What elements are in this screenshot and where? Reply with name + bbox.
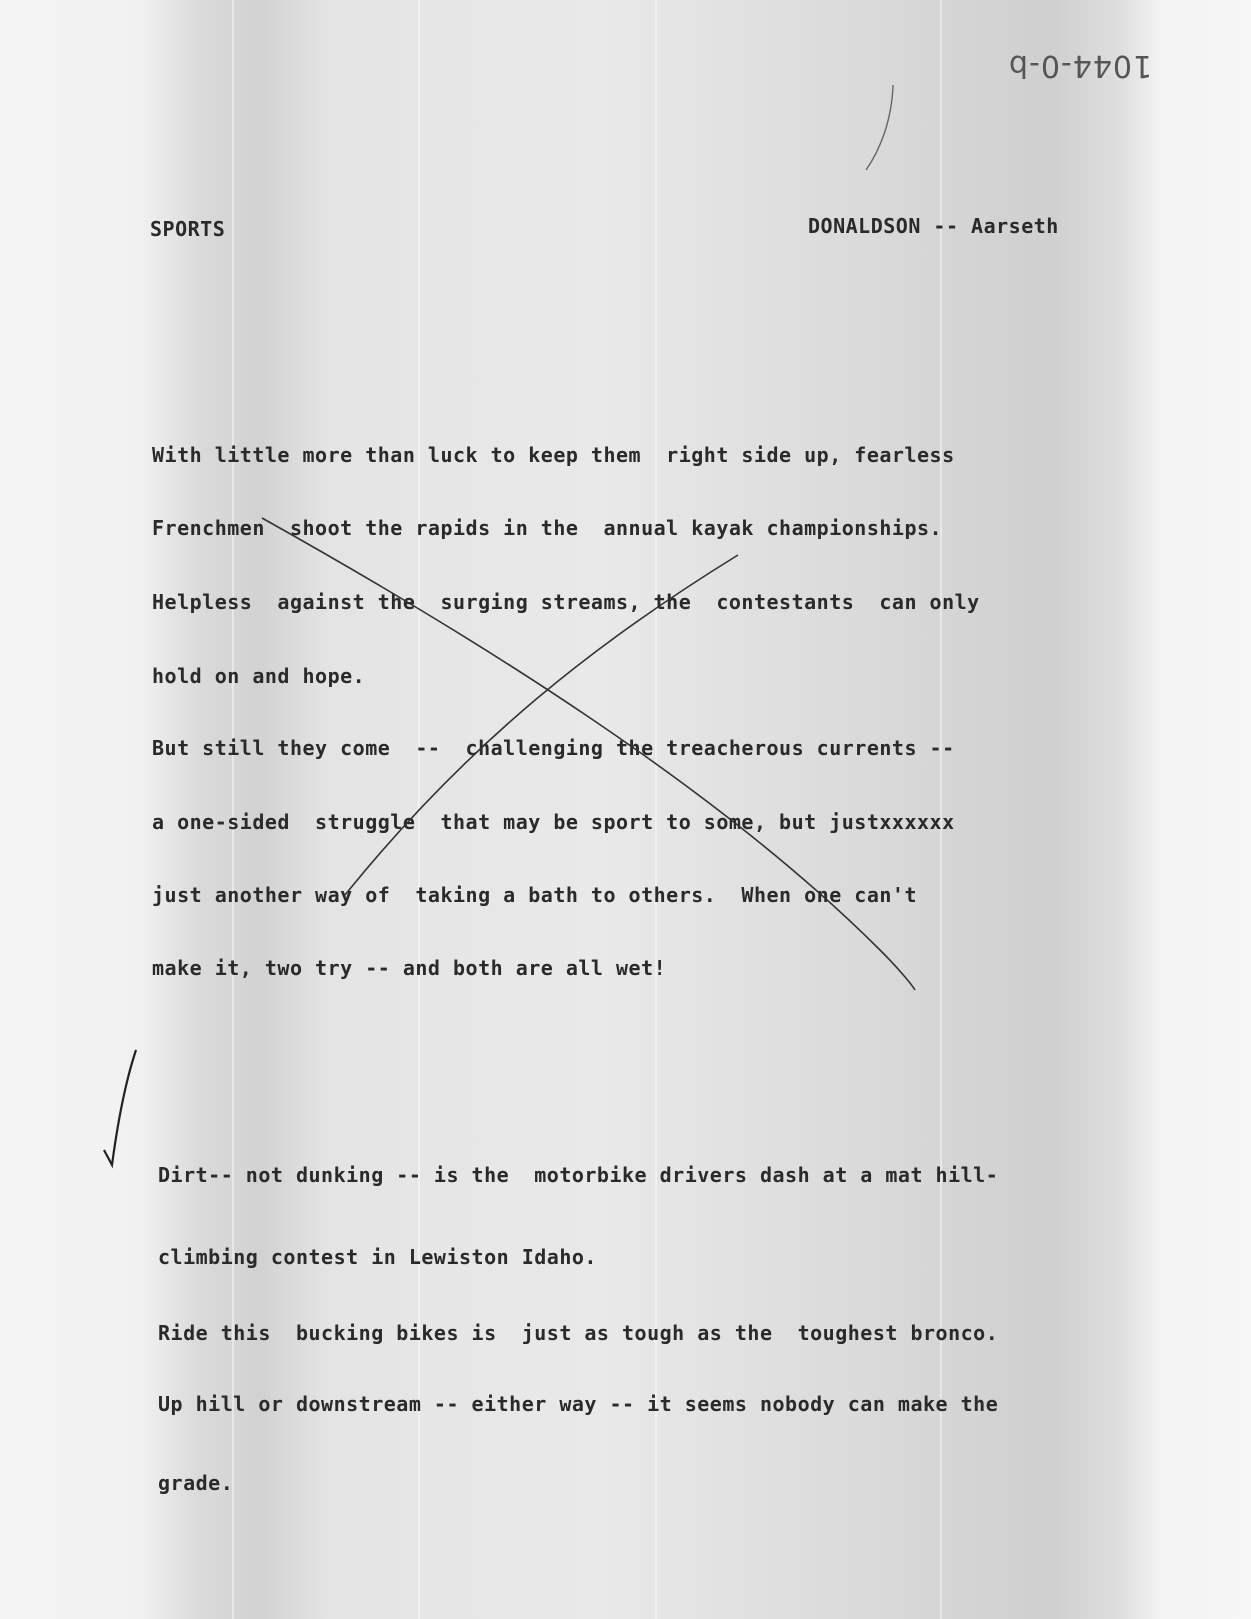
story-line: hold on and hope. xyxy=(152,664,366,688)
slug-heading: SPORTS xyxy=(150,217,226,241)
story-line: With little more than luck to keep them right side up, fearless xyxy=(152,443,955,467)
story-line: Frenchmen shoot the rapids in the annual kayak championships. xyxy=(152,516,943,540)
page-number: 1044-0-b xyxy=(1008,48,1153,83)
story-line: Helpless against the surging streams, the contestants can only xyxy=(152,590,980,614)
story-line: grade. xyxy=(158,1471,234,1495)
cross-out-stroke xyxy=(262,518,915,990)
story-line: make it, two try -- and both are all wet! xyxy=(152,956,667,980)
story-line: Ride this bucking bikes is just as tough as the toughest bronco. xyxy=(158,1321,999,1345)
byline: DONALDSON -- Aarseth xyxy=(808,214,1059,238)
story-line: just another way of taking a bath to others. When one can't xyxy=(152,883,918,907)
margin-tick-mark xyxy=(866,85,893,170)
story-line: a one-sided struggle that may be sport to some, but justxxxxxx xyxy=(152,810,955,834)
story-line: But still they come -- challenging the treacherous currents -- xyxy=(152,736,955,760)
cross-out-stroke xyxy=(345,555,738,895)
story-line: Up hill or downstream -- either way -- it seems nobody can make the xyxy=(158,1392,999,1416)
checkmark-icon xyxy=(104,1050,136,1165)
story-line: climbing contest in Lewiston Idaho. xyxy=(158,1245,597,1269)
story-line: Dirt-- not dunking -- is the motorbike drivers dash at a mat hill- xyxy=(158,1163,999,1187)
